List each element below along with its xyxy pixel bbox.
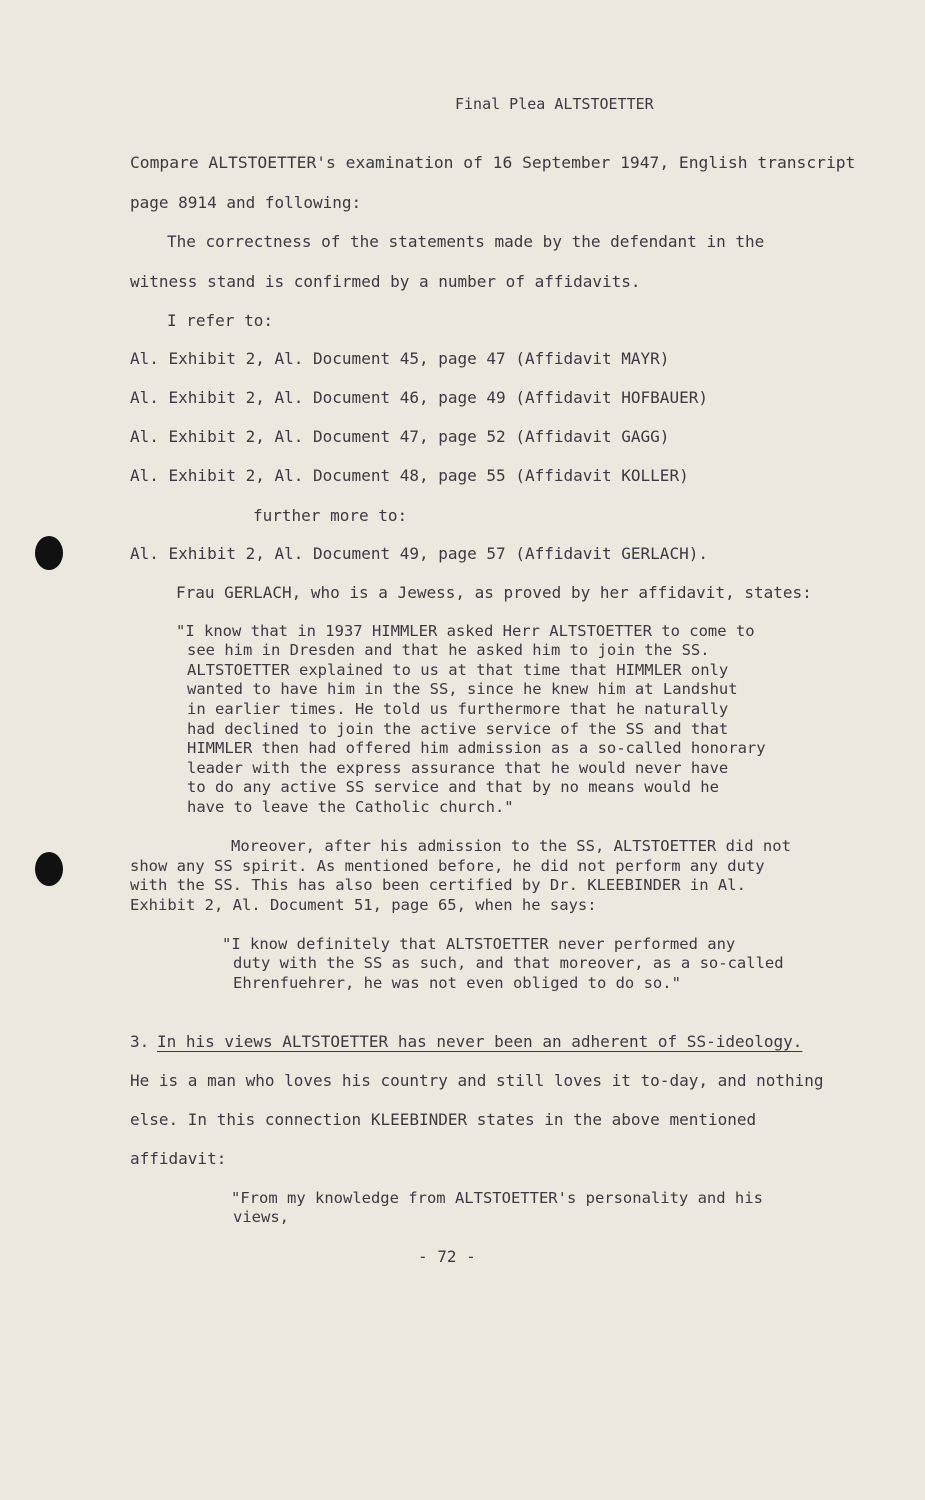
reference-item: Al. Exhibit 2, Al. Document 47, page 52 (Affidavit GAGG) (130, 427, 670, 446)
quote-line: Ehrenfuehrer, he was not even obliged to do so." (233, 974, 681, 992)
punch-hole (35, 536, 63, 570)
reference-item: Al. Exhibit 2, Al. Document 45, page 47 (Affidavit MAYR) (130, 349, 670, 368)
reference-item: Al. Exhibit 2, Al. Document 48, page 55 (Affidavit KOLLER) (130, 466, 689, 485)
quote-line: ALTSTOETTER explained to us at that time that HIMMLER only (187, 661, 729, 679)
paragraph-line: affidavit: (130, 1149, 227, 1168)
paragraph-line: Exhibit 2, Al. Document 51, page 65, when he says: (130, 896, 597, 914)
quote-line: had declined to join the active service of the SS and that (187, 720, 729, 738)
paragraph-line: Moreover, after his admission to the SS, ALTSTOETTER did not (231, 837, 791, 855)
quote-line: have to leave the Catholic church." (187, 798, 514, 816)
intro-line: page 8914 and following: (130, 193, 362, 212)
quote-line: "From my knowledge from ALTSTOETTER's personality and his (231, 1189, 763, 1207)
quote-line: in earlier times. He told us furthermore that he naturally (187, 700, 729, 718)
quote-line: HIMMLER then had offered him admission as a so-called honorary (187, 739, 766, 757)
section-heading: In his views ALTSTOETTER has never been an adherent of SS-ideology. (157, 1032, 803, 1051)
reference-item: Al. Exhibit 2, Al. Document 49, page 57 (Affidavit GERLACH). (130, 544, 708, 563)
quote-line: "I know that in 1937 HIMMLER asked Herr ALTSTOETTER to come to (176, 622, 755, 640)
quote-line: duty with the SS as such, and that moreover, as a so-called (233, 954, 784, 972)
punch-hole (35, 852, 63, 886)
intro-line: Compare ALTSTOETTER's examination of 16 September 1947, English transcript (130, 153, 856, 172)
gerlach-intro: Frau GERLACH, who is a Jewess, as proved by her affidavit, states: (176, 583, 812, 602)
paragraph-line: show any SS spirit. As mentioned before, he did not perform any duty (130, 857, 765, 875)
quote-line: to do any active SS service and that by no means would he (187, 778, 719, 796)
page-number: - 72 - (418, 1247, 476, 1266)
paragraph-line: with the SS. This has also been certified by Dr. KLEEBINDER in Al. (130, 876, 746, 894)
paragraph-line: else. In this connection KLEEBINDER states in the above mentioned (130, 1110, 757, 1129)
quote-line: leader with the express assurance that he would never have (187, 759, 729, 777)
reference-item: Al. Exhibit 2, Al. Document 46, page 49 (Affidavit HOFBAUER) (130, 388, 708, 407)
paragraph-line: The correctness of the statements made by the defendant in the (167, 232, 765, 251)
quote-line: "I know definitely that ALTSTOETTER never performed any (222, 935, 736, 953)
quote-line: wanted to have him in the SS, since he knew him at Landshut (187, 680, 738, 698)
further-more-line: further more to: (253, 506, 408, 525)
paragraph-line: witness stand is confirmed by a number of affidavits. (130, 272, 641, 291)
refer-to-line: I refer to: (167, 311, 273, 330)
section-number: 3. (130, 1032, 150, 1051)
paragraph-line: He is a man who loves his country and still loves it to-day, and nothing (130, 1071, 824, 1090)
quote-line: see him in Dresden and that he asked him to join the SS. (187, 641, 710, 659)
quote-line: views, (233, 1208, 289, 1226)
page-header: Final Plea ALTSTOETTER (455, 95, 654, 113)
